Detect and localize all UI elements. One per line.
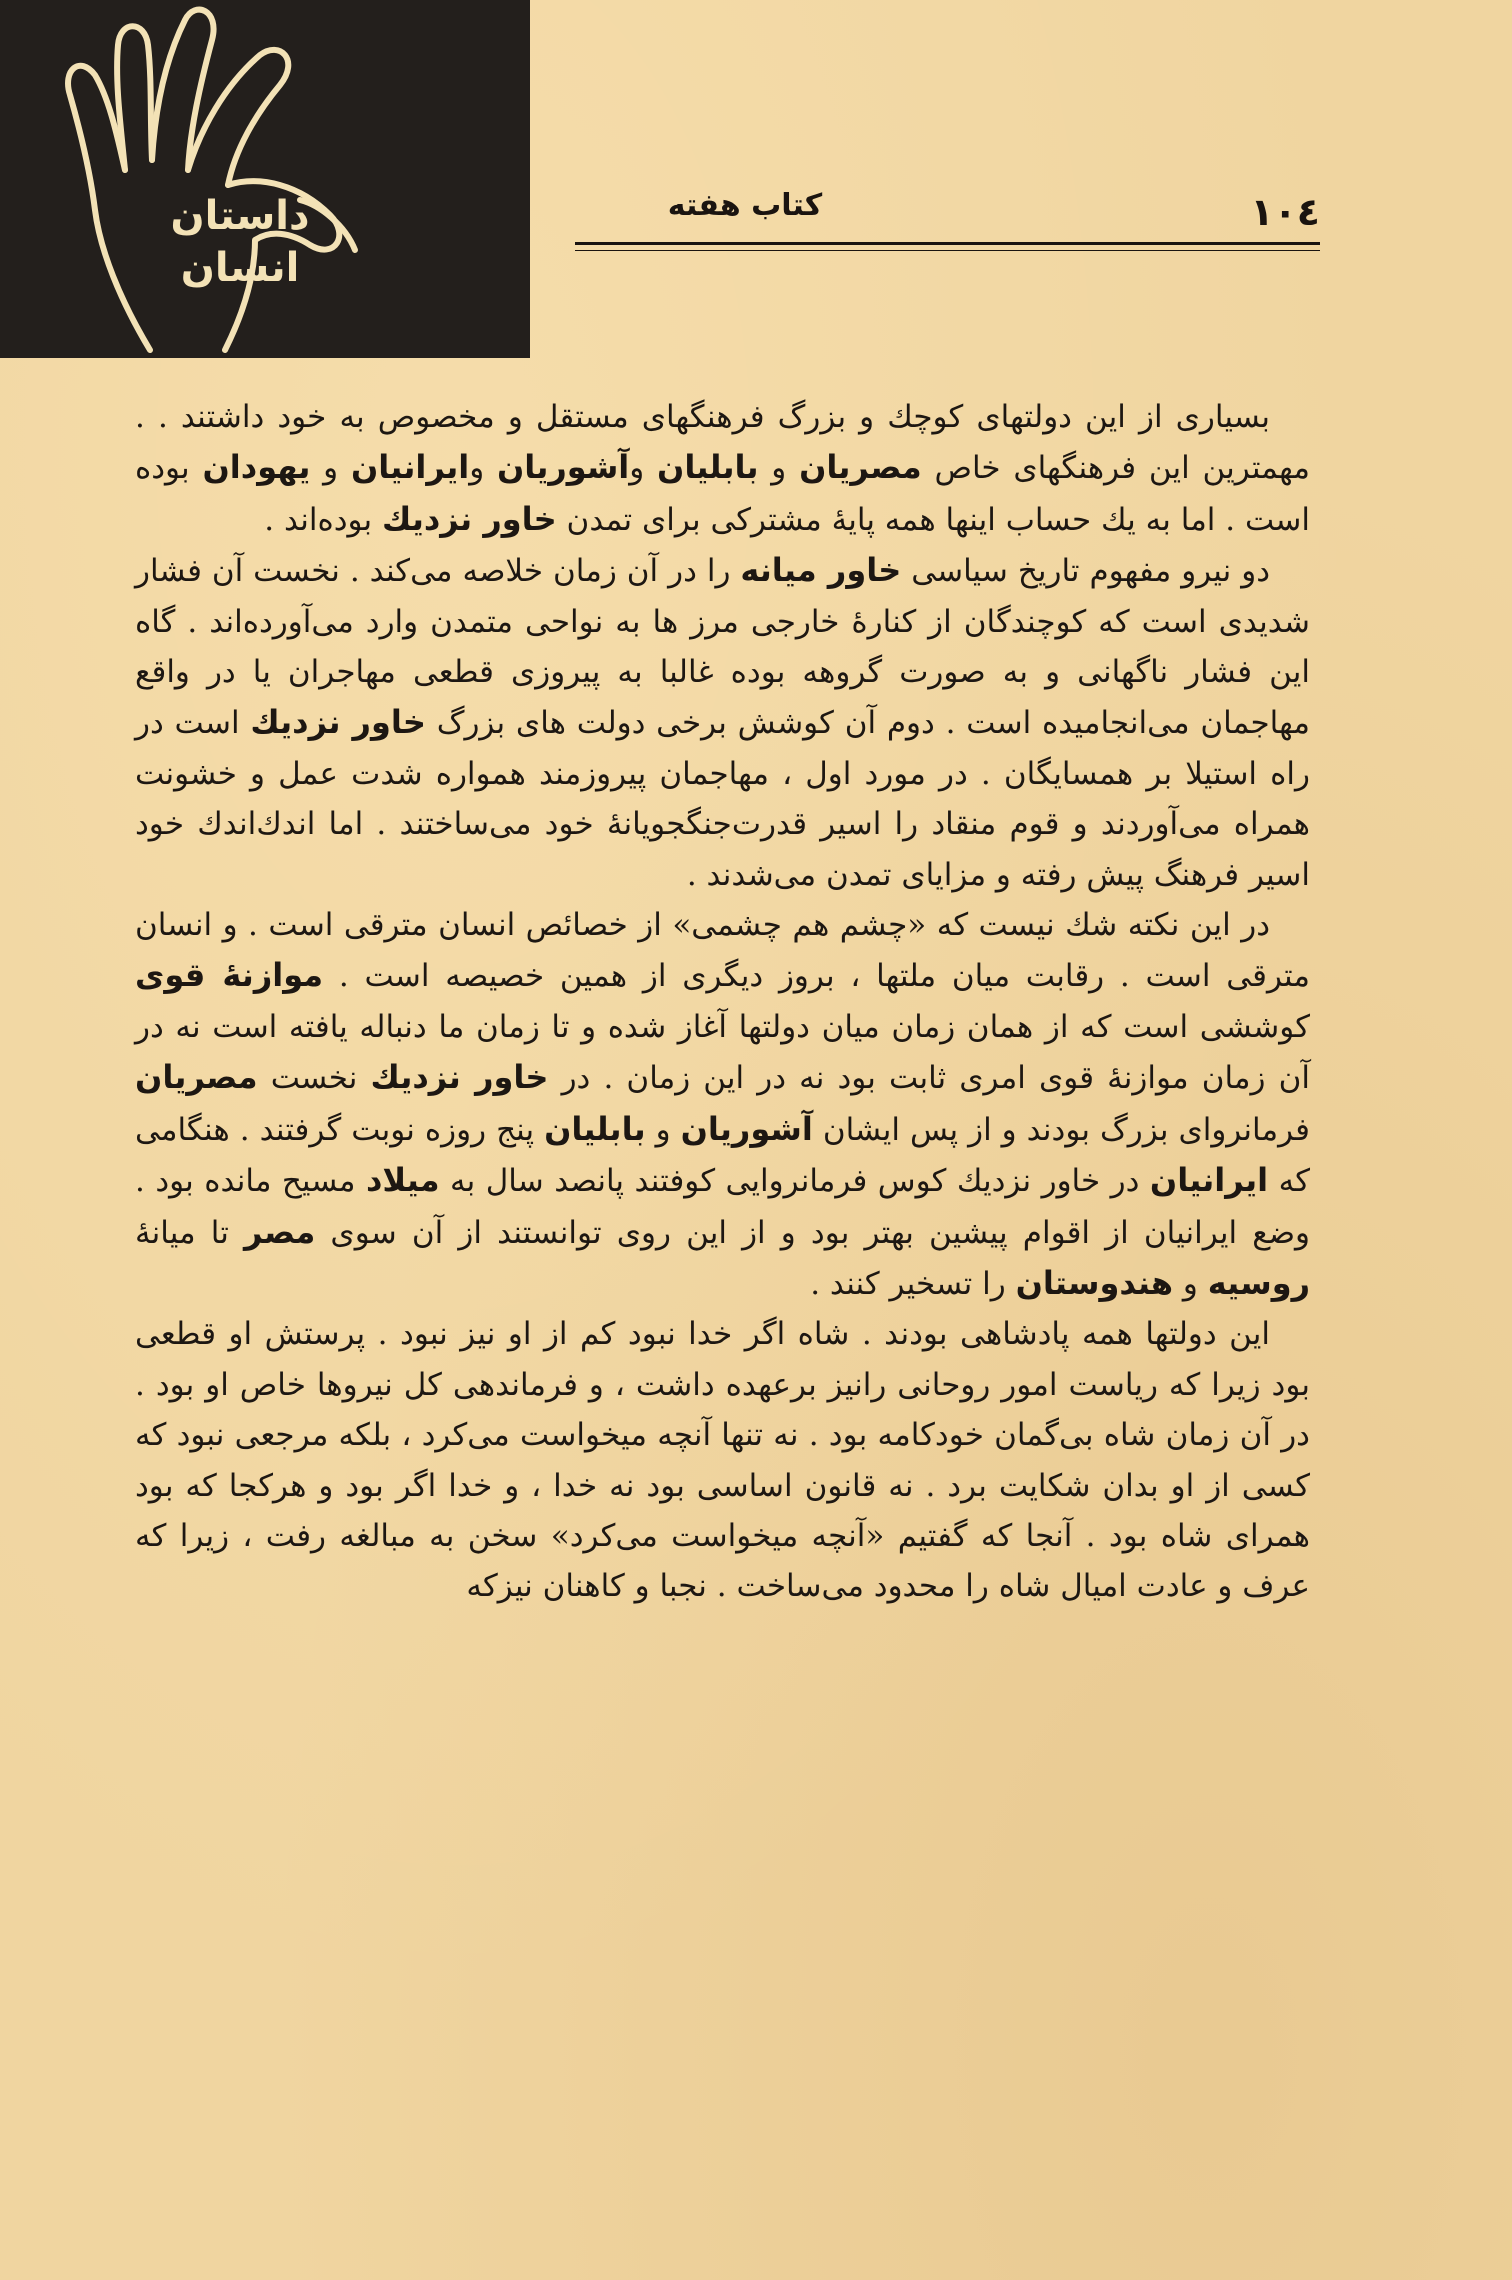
emphasized-term: ایرانیان — [350, 448, 470, 487]
text-run: مسیح مانده بود . وضع ایرانیان از اقوام پیشین بهتر بود و از این روی توانستند از آن سوی — [135, 1163, 1310, 1251]
text-run: دو نیرو مفهوم تاریخ سیاسی — [901, 553, 1270, 590]
text-run: را در آن زمان خلاصه می‌کند . نخست آن فشار شدیدی است که کوچندگان از کنارهٔ خارجی مرز ها به نواحی متمدن وارد می‌آورده‌اند . گاه این فشار ناگهانی و به صورت گروهه بوده غالبا به پیروزی قطعی مهاجران یا در واقع مهاجمان می‌انجامیده است . دوم آن کوشش برخی دولت های بزرگ — [135, 553, 1311, 742]
text-run: و — [310, 450, 351, 487]
emphasized-term: خاور میانه — [740, 551, 902, 590]
text-run: و — [645, 1111, 681, 1148]
emphasized-term: آشوریان — [496, 448, 630, 487]
emphasized-term: بابلیان — [657, 448, 759, 487]
header-rule-thin — [575, 250, 1320, 251]
text-run: بوده‌اند . — [264, 501, 383, 538]
paragraph — [135, 900, 1310, 1309]
running-title: كتاب هفته — [667, 188, 823, 223]
header-rule — [575, 242, 1320, 245]
emphasized-term: بابلیان — [544, 1109, 646, 1148]
text-run: در این نکته شك نیست که «چشم هم چشمی» از خصائص انسان مترقی است . و انسان مترقی است . رقابت میان ملتها ، بروز دیگری از همین خصیصه است . — [135, 907, 1311, 995]
text-run: تا میانهٔ — [135, 1214, 245, 1251]
hand-icon — [0, 0, 530, 358]
text-run: پنج روزه نوبت گرفتند . هنگامی که — [135, 1111, 1310, 1200]
story-of-man-logo — [0, 0, 530, 358]
emphasized-term: روسیه — [1207, 1263, 1310, 1302]
emphasized-term: خاور نزدیك — [370, 1058, 549, 1097]
text-run: و — [469, 450, 497, 487]
text-run: کوششی است که از همان زمان میان دولتها آغاز شده و تا زمان ما دنباله یافته است نه در آن زمان موازنهٔ قوی امری ثابت بود نه در این زمان . در — [135, 1008, 1310, 1097]
article-body — [135, 392, 1310, 1612]
paragraph — [135, 1309, 1310, 1611]
logo-line-2: انسان — [180, 245, 300, 291]
emphasized-term: یهودان — [202, 448, 311, 487]
emphasized-term: مصر — [244, 1212, 316, 1251]
text-run: و — [629, 450, 658, 487]
emphasized-term: مصریان — [135, 1058, 258, 1097]
logo-line-1: داستان — [170, 193, 310, 239]
page-number: ۱۰٤ — [1250, 190, 1320, 234]
emphasized-term: خاور نزدیك — [250, 703, 426, 742]
paragraph — [135, 392, 1310, 545]
emphasized-term: موازنهٔ قوی — [135, 956, 324, 995]
emphasized-term: خاور نزدیك — [382, 499, 557, 538]
paragraph — [135, 545, 1310, 900]
text-run: نخست — [257, 1060, 371, 1097]
emphasized-term: هندوستان — [1015, 1263, 1174, 1302]
page-header — [575, 170, 1320, 250]
emphasized-term: مصریان — [799, 448, 922, 487]
text-run: و — [1173, 1265, 1208, 1302]
text-run: است در راه استیلا بر همسایگان . در مورد اول ، مهاجمان پیروزمند همواره شدت عمل و خشونت همراه می‌آوردند و قوم منقاد را اسیر قدرت‌جنگجویانهٔ خود می‌ساختند . اما اندك‌اندك خود اسیر فرهنگ پیش رفته و مزایای تمدن می‌شدند . — [135, 705, 1310, 893]
text-run: این دولتها همه پادشاهی بودند . شاه اگر خدا نبود کم از او نیز نبود . پرستش او قطعی بود زیرا که ریاست امور روحانی رانیز برعهده داشت ، و فرماندهی کل نیروها خاص او بود . در آن زمان شاه بی‌گمان خودکامه بود . نه تنها آنچه میخواست می‌کرد ، بلکه مرجعی نبود که کسی از او بدان شکایت برد . نه قانون اساسی بود نه خدا ، و خدا اگر بود و هرکجا که بود همرای شاه بود . آنجا که گفتیم «آنچه میخواست می‌کرد» سخن به مبالغه رفت ، زیرا که عرف و عادت امیال شاه را محدود می‌ساخت . نجبا و کاهنان نیزکه — [135, 1316, 1310, 1605]
text-run: در خاور نزدیك کوس فرمانروایی کوفتند پانصد سال به — [439, 1163, 1150, 1200]
text-run: بوده است . اما به یك حساب اینها همه پایهٔ مشترکی برای تمدن — [135, 450, 1310, 538]
logo-title — [150, 190, 330, 294]
emphasized-term: آشوریان — [680, 1109, 813, 1148]
text-run: فرمانروای بزرگ بودند و از پس ایشان — [812, 1111, 1311, 1148]
text-run: و — [758, 450, 800, 487]
emphasized-term: ایرانیان — [1149, 1161, 1269, 1200]
text-run: بسیاری از این دولتهای کوچك و بزرگ فرهنگهای مستقل و مخصوص به خود داشتند . . مهمترین این فرهنگهای خاص — [135, 399, 1311, 487]
emphasized-term: میلاد — [366, 1161, 440, 1200]
text-run: را تسخیر کنند . — [810, 1265, 1016, 1302]
